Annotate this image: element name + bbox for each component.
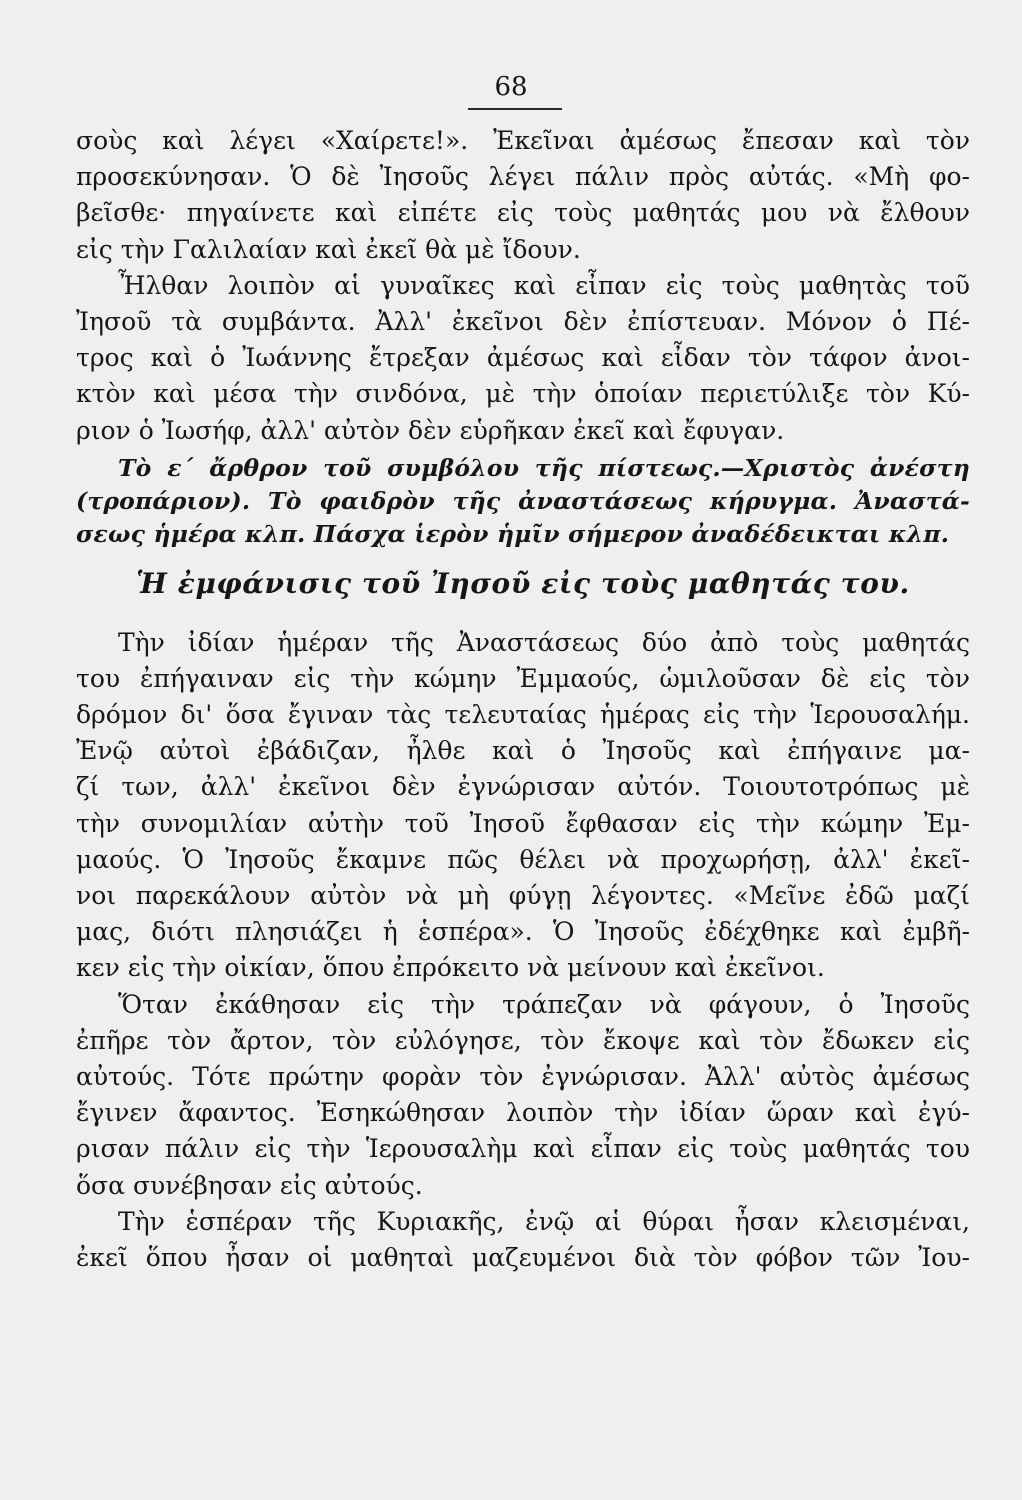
page-number-rule <box>468 108 562 110</box>
text-line: ἔγινεν ἄφαντος. Ἐσηκώθησαν λοιπὸν τὴν ἰδίαν ὥραν καὶ ἐγύ- <box>76 1098 970 1128</box>
page-number: 68 <box>494 72 528 102</box>
text-line: ριον ὁ Ἰωσήφ, ἀλλ' αὐτὸν δὲν εὑρῆκαν ἐκεῖ καὶ ἔφυγαν. <box>76 415 785 445</box>
text-line: προσεκύνησαν. Ὁ δὲ Ἰησοῦς λέγει πάλιν πρὸς αὐτάς. «Μὴ φο- <box>76 162 970 192</box>
text-line: κεν εἰς τὴν οἰκίαν, ὅπου ἐπρόκειτο νὰ μείνουν καὶ ἐκεῖνοι. <box>76 953 825 983</box>
text-line: Τὴν ἰδίαν ἡμέραν τῆς Ἀναστάσεως δύο ἀπὸ τοὺς μαθητάς <box>118 627 970 657</box>
text-line: Ὅταν ἐκάθησαν εἰς τὴν τράπεζαν νὰ φάγουν, ὁ Ἰησοῦς <box>118 989 970 1019</box>
text-line: Ἐνῷ αὐτοὶ ἐβάδιζαν, ἦλθε καὶ ὁ Ἰησοῦς καὶ ἐπήγαινε μα- <box>76 736 970 766</box>
text-line: σοὺς καὶ λέγει «Χαίρετε!». Ἐκεῖναι ἀμέσως ἔπεσαν καὶ τὸν <box>76 126 970 155</box>
paragraph-2 <box>76 268 970 449</box>
text-line: μαούς. Ὁ Ἰησοῦς ἔκαμνε πῶς θέλει νὰ προχωρήσῃ, ἀλλ' ἐκεῖ- <box>76 844 970 874</box>
text-line: αὐτούς. Τότε πρώτην φορὰν τὸν ἐγνώρισαν. Ἀλλ' αὐτὸς ἀμέσως <box>76 1061 970 1091</box>
text-line: Ἦλθαν λοιπὸν αἱ γυναῖκες καὶ εἶπαν εἰς τοὺς μαθητὰς τοῦ <box>118 270 970 300</box>
text-line: ἐκεῖ ὅπου ἦσαν οἱ μαθηταὶ μαζευμένοι διὰ τὸν φόβον τῶν Ἰου- <box>76 1242 970 1272</box>
paragraph-3 <box>76 625 970 987</box>
text-line: Ἰησοῦ τὰ συμβάντα. Ἀλλ' ἐκεῖνοι δὲν ἐπίστευαν. Μόνον ὁ Πέ- <box>76 306 970 336</box>
text-line: μας, διότι πλησιάζει ἡ ἑσπέρα». Ὁ Ἰησοῦς ἐδέχθηκε καὶ ἐμβῆ- <box>76 917 970 947</box>
note-line: σεως ἡμέρα κλπ. Πάσχα ἱερὸν ἡμῖν σήμερον ἀναδέδεικται κλπ. <box>76 519 950 548</box>
note-line: (τροπάριον). Τὸ φαιδρὸν τῆς ἀναστάσεως κήρυγμα. Ἀναστά- <box>76 486 970 515</box>
text-line: βεῖσθε· πηγαίνετε καὶ εἰπέτε εἰς τοὺς μαθητάς μου νὰ ἔλθουν <box>76 198 970 228</box>
text-line: του ἐπήγαιναν εἰς τὴν κώμην Ἐμμαούς, ὡμιλοῦσαν δὲ εἰς τὸν <box>76 663 970 693</box>
text-line: ρισαν πάλιν εἰς τὴν Ἱερουσαλὴμ καὶ εἶπαν εἰς τοὺς μαθητάς του <box>76 1134 970 1164</box>
paragraph-5 <box>76 1204 970 1276</box>
text-line: Τὴν ἑσπέραν τῆς Κυριακῆς, ἐνῷ αἱ θύραι ἦσαν κλεισμέναι, <box>118 1206 970 1236</box>
text-line: κτὸν καὶ μέσα τὴν σινδόνα, μὲ τὴν ὁποίαν περιετύλιξε τὸν Κύ- <box>76 379 970 409</box>
section-heading: Ἡ ἐμφάνισις τοῦ Ἰησοῦ εἰς τοὺς μαθητάς του. <box>136 566 910 600</box>
text-line: ἐπῆρε τὸν ἄρτον, τὸν εὐλόγησε, τὸν ἔκοψε καὶ τὸν ἔδωκεν εἰς <box>76 1025 970 1055</box>
body-text <box>76 123 970 1276</box>
text-line: τρος καὶ ὁ Ἰωάννης ἔτρεξαν ἀμέσως καὶ εἶδαν τὸν τάφον ἀνοι- <box>76 343 970 373</box>
text-line: εἰς τὴν Γαλιλαίαν καὶ ἐκεῖ θὰ μὲ ἴδουν. <box>76 234 581 264</box>
liturgical-note <box>76 452 970 551</box>
text-line: ζί των, ἀλλ' ἐκεῖνοι δὲν ἐγνώρισαν αὐτόν. Τοιουτοτρόπως μὲ <box>76 772 970 802</box>
note-line: Τὸ ε΄ ἄρθρον τοῦ συμβόλου τῆς πίστεως.—Χριστὸς ἀνέστη <box>118 453 970 482</box>
text-line: ὅσα συνέβησαν εἰς αὐτούς. <box>76 1170 423 1200</box>
text-line: δρόμον δι' ὅσα ἔγιναν τὰς τελευταίας ἡμέρας εἰς τὴν Ἱερουσαλήμ. <box>76 700 970 730</box>
text-line: νοι παρεκάλουν αὐτὸν νὰ μὴ φύγῃ λέγοντες. «Μεῖνε ἐδῶ μαζί <box>76 881 970 910</box>
paragraph-4 <box>76 987 970 1204</box>
text-line: τὴν συνομιλίαν αὐτὴν τοῦ Ἰησοῦ ἔφθασαν εἰς τὴν κώμην Ἐμ- <box>76 808 970 838</box>
paragraph-1 <box>76 123 970 268</box>
